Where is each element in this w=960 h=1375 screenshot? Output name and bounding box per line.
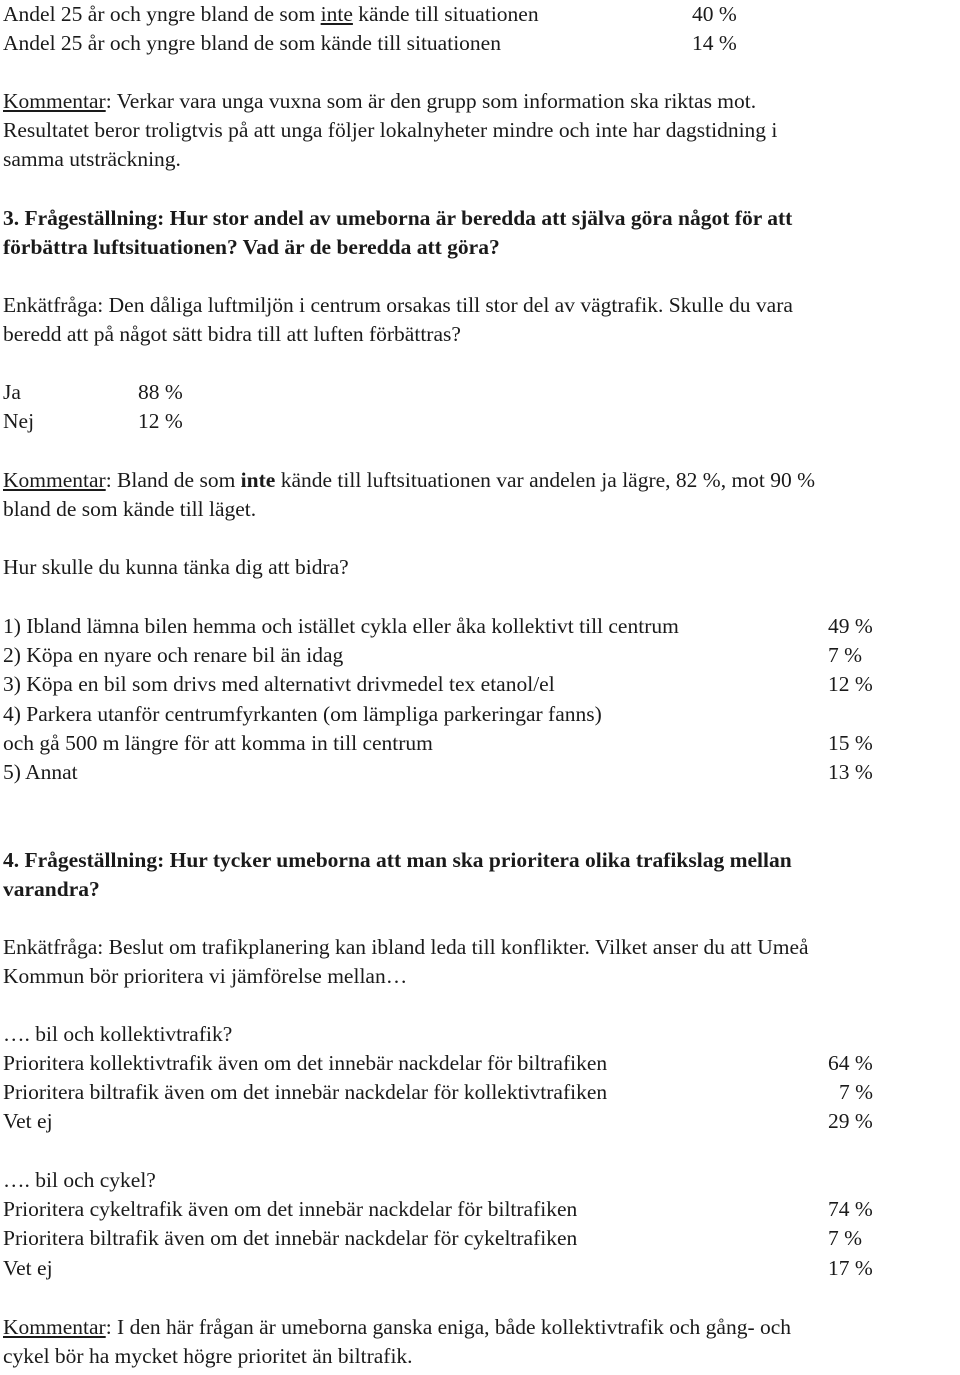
comment-paragraph: Kommentar: I den här frågan är umeborna ganska eniga, både kollektivtrafik och gång- och [3,1315,792,1339]
option-value: 7 % [828,643,863,667]
survey-question: beredd att på något sätt bidra till att luften förbättras? [3,322,461,346]
group-row-value: 7 % [828,1226,863,1250]
emphasis-inte: inte [240,468,276,492]
group-row-label: Vet ej [3,1256,53,1280]
option-label: och gå 500 m längre för att komma in till centrum [3,731,433,755]
intro-value: 40 % [692,2,737,26]
group-row-label: Prioritera cykeltrafik även om det innebär nackdelar för biltrafiken [3,1197,578,1221]
answer-value: 12 % [138,409,183,433]
survey-question: Enkätfråga: Beslut om trafikplanering kan ibland leda till konflikter. Vilket anser du att Umeå [3,935,809,959]
option-value: 12 % [828,672,873,696]
intro-row: Andel 25 år och yngre bland de som kände till situationen [3,31,501,55]
intro-row: Andel 25 år och yngre bland de som inte kände till situationen [3,2,539,26]
group-row-value: 74 % [828,1197,873,1221]
group-row-label: Prioritera biltrafik även om det innebär nackdelar för kollektivtrafiken [3,1080,608,1104]
group-row-value: 7 % [839,1080,874,1104]
answer-label: Nej [3,409,35,433]
group-row-value: 17 % [828,1256,873,1280]
option-value: 13 % [828,760,873,784]
answer-label: Ja [3,380,21,404]
group-title: …. bil och kollektivtrafik? [3,1022,233,1046]
comment-line: cykel bör ha mycket högre prioritet än biltrafik. [3,1344,413,1368]
section-heading: 3. Frågeställning: Hur stor andel av umeborna är beredda att själva göra något för att [3,206,793,230]
group-title: …. bil och cykel? [3,1168,156,1192]
option-label: 1) Ibland lämna bilen hemma och istället cykla eller åka kollektivt till centrum [3,614,679,638]
section-heading: 4. Frågeställning: Hur tycker umeborna att man ska prioritera olika trafikslag mellan [3,848,792,872]
group-row-value: 29 % [828,1109,873,1133]
option-label: 2) Köpa en nyare och renare bil än idag [3,643,344,667]
followup-question: Hur skulle du kunna tänka dig att bidra? [3,555,349,579]
option-label: 3) Köpa en bil som drivs med alternativt drivmedel tex etanol/el [3,672,555,696]
group-row-label: Prioritera biltrafik även om det innebär nackdelar för cykeltrafiken [3,1226,578,1250]
group-row-value: 64 % [828,1051,873,1075]
comment-label: Kommentar [3,89,106,113]
comment-line: samma utsträckning. [3,147,181,171]
comment-paragraph: Kommentar: Verkar vara unga vuxna som är den grupp som information ska riktas mot. [3,89,757,113]
comment-paragraph: Kommentar: Bland de som inte kände till luftsituationen var andelen ja lägre, 82 %, mot 90 % [3,468,816,492]
comment-line: bland de som kände till läget. [3,497,257,521]
comment-line: Resultatet beror troligtvis på att unga följer lokalnyheter mindre och inte har dagstidning i [3,118,778,142]
emphasis-inte: inte [320,2,353,26]
intro-value: 14 % [692,31,737,55]
answer-value: 88 % [138,380,183,404]
survey-question: Kommun bör prioritera vi jämförelse mellan… [3,964,408,988]
comment-label: Kommentar [3,468,106,492]
section-heading: förbättra luftsituationen? Vad är de beredda att göra? [3,235,500,259]
section-heading: varandra? [3,877,100,901]
comment-label: Kommentar [3,1315,106,1339]
option-label: 5) Annat [3,760,78,784]
group-row-label: Prioritera kollektivtrafik även om det innebär nackdelar för biltrafiken [3,1051,608,1075]
option-value: 15 % [828,731,873,755]
survey-question: Enkätfråga: Den dåliga luftmiljön i centrum orsakas till stor del av vägtrafik. Skulle du vara [3,293,793,317]
option-value: 49 % [828,614,873,638]
group-row-label: Vet ej [3,1109,53,1133]
option-label: 4) Parkera utanför centrumfyrkanten (om lämpliga parkeringar fanns) [3,702,602,726]
